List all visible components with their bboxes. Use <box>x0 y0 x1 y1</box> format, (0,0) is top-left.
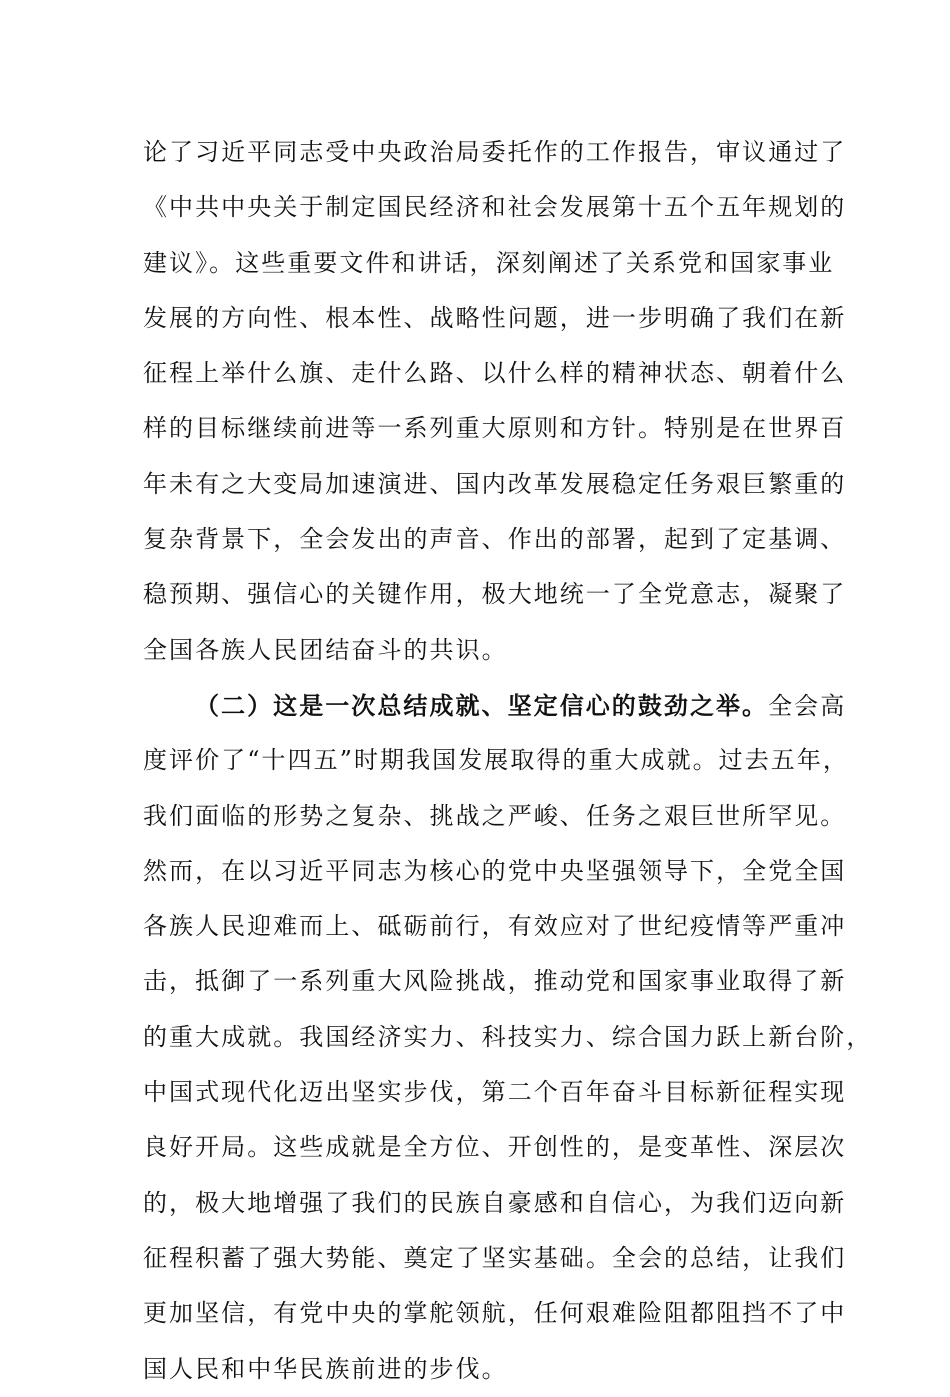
text-line: 稳预期、强信心的关键作用，极大地统一了全党意志，凝聚了 <box>143 580 847 609</box>
text-line: 各族人民迎难而上、砥砺前行，有效应对了世纪疫情等严重冲 <box>143 912 847 941</box>
text-line: 良好开局。这些成就是全方位、开创性的，是变革性、深层次 <box>143 1133 847 1162</box>
text-line: 论了习近平同志受中央政治局委托作的工作报告，审议通过了 <box>143 138 847 166</box>
text-line: 发展的方向性、根本性、战略性问题，进一步明确了我们在新 <box>143 303 847 332</box>
document-page <box>143 125 873 1397</box>
text-line: 国人民和中华民族前进的步伐。 <box>143 1354 508 1383</box>
text-line: 的，极大地增强了我们的民族自豪感和自信心，为我们迈向新 <box>143 1188 847 1217</box>
text-line: 复杂背景下，全会发出的声音、作出的部署，起到了定基调、 <box>143 525 847 554</box>
text-line: 的重大成就。我国经济实力、科技实力、综合国力跃上新台阶， <box>143 1022 873 1051</box>
paragraph-2 <box>143 678 873 1397</box>
text-line: 样的目标继续前进等一系列重大原则和方针。特别是在世界百 <box>143 414 847 443</box>
text-line: 建议》。这些重要文件和讲话，深刻阐述了关系党和国家事业 <box>143 248 835 277</box>
text-line: 征程积蓄了强大势能、奠定了坚实基础。全会的总结，让我们 <box>143 1243 847 1272</box>
text-line: 征程上举什么旗、走什么路、以什么样的精神状态、朝着什么 <box>143 359 847 388</box>
text-line: 中国式现代化迈出坚实步伐，第二个百年奋斗目标新征程实现 <box>143 1078 847 1107</box>
section-heading-line <box>143 678 847 733</box>
text-line: 更加坚信，有党中央的掌舵领航，任何艰难险阻都阻挡不了中 <box>143 1299 847 1328</box>
heading-line-rest: 全会高 <box>768 691 847 720</box>
text-line: 年未有之大变局加速演进、国内改革发展稳定任务艰巨繁重的 <box>143 469 847 498</box>
text-line: 全国各族人民团结奋斗的共识。 <box>143 635 508 664</box>
paragraph-1 <box>143 125 847 678</box>
text-line: 我们面临的形势之复杂、挑战之严峻、任务之艰巨世所罕见。 <box>143 801 847 830</box>
text-line: 《中共中央关于制定国民经济和社会发展第十五个五年规划的 <box>143 193 847 222</box>
text-line: 然而，在以习近平同志为核心的党中央坚强领导下，全党全国 <box>143 856 847 885</box>
text-line: 击，抵御了一系列重大风险挑战，推动党和国家事业取得了新 <box>143 967 847 996</box>
section-heading: （二）这是一次总结成就、坚定信心的鼓劲之举。 <box>195 690 769 720</box>
text-line: 度评价了“十四五”时期我国发展取得的重大成就。过去五年， <box>143 746 849 775</box>
